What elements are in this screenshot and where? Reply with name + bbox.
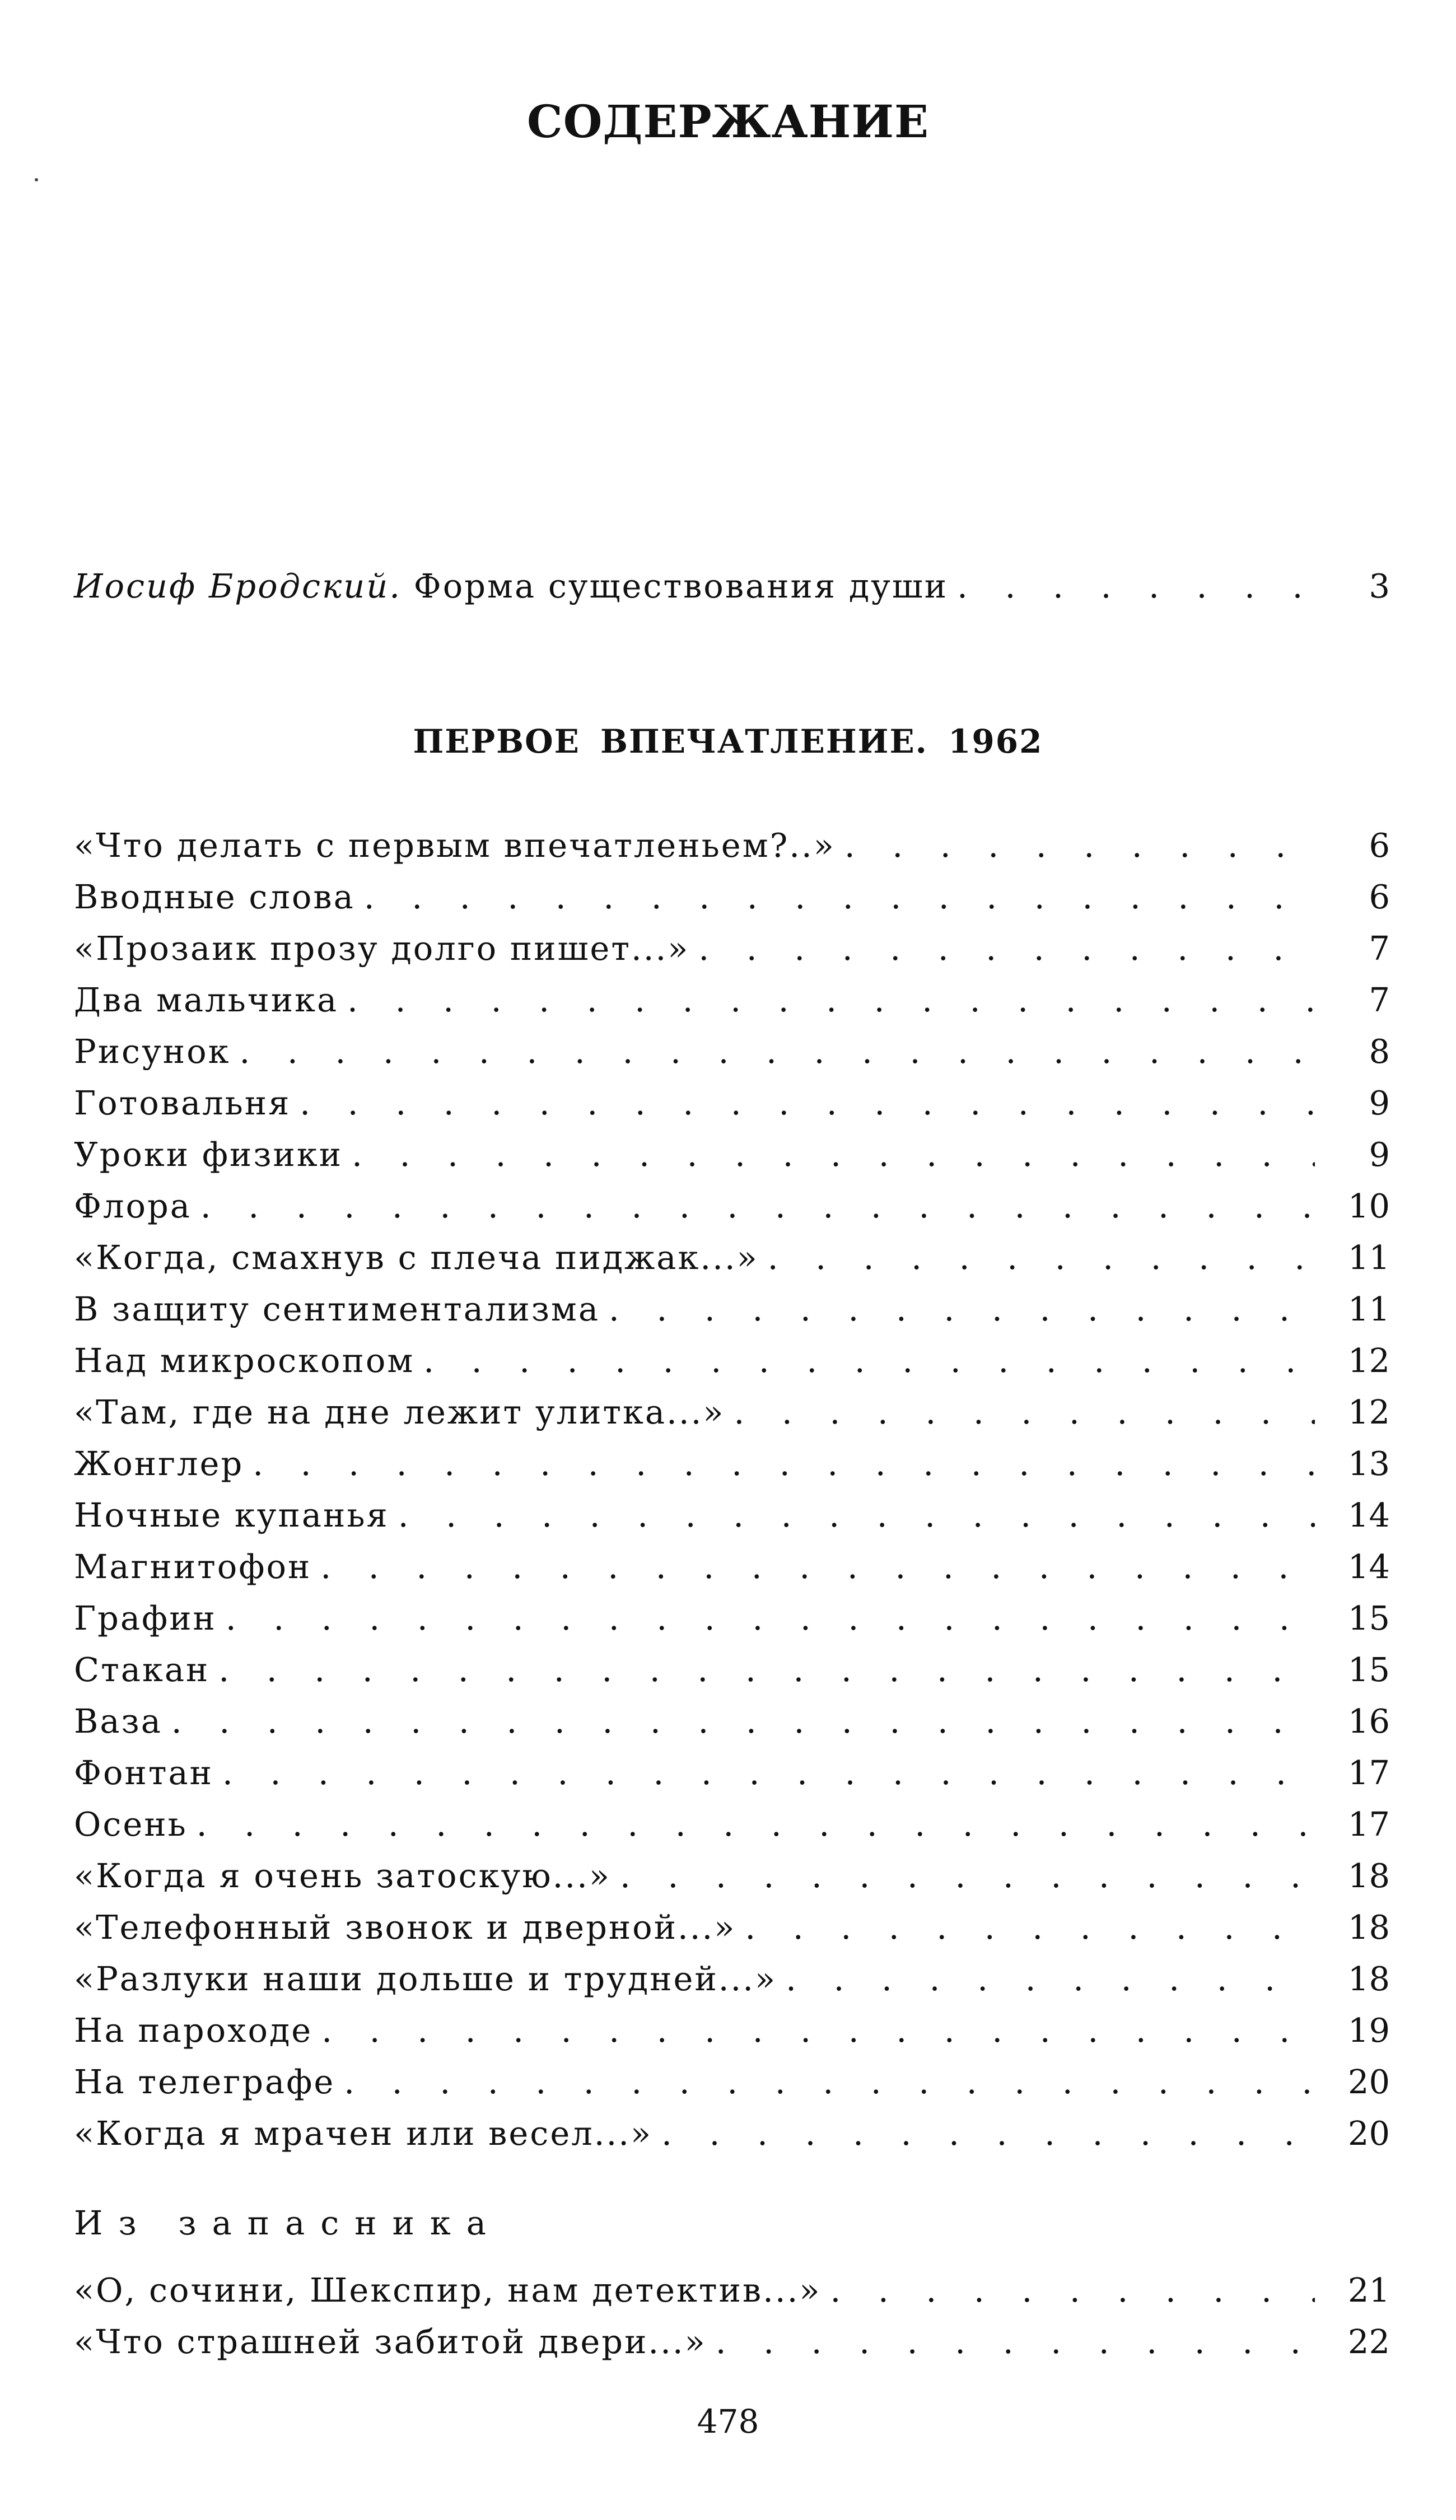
toc-entry[interactable] — [74, 1650, 1390, 1702]
dot-leader — [423, 1341, 1315, 1380]
page-number: 10 — [1347, 1187, 1390, 1225]
toc-entry[interactable] — [74, 1187, 1390, 1238]
dot-leader — [957, 567, 1315, 605]
toc-entry[interactable] — [74, 1856, 1390, 1908]
dot-leader — [661, 2114, 1315, 2153]
page-number: 13 — [1347, 1444, 1390, 1483]
dot-leader — [844, 826, 1315, 865]
toc-entry[interactable] — [74, 1393, 1390, 1444]
page-number: 6 — [1369, 878, 1390, 916]
toc-entry[interactable] — [74, 1599, 1390, 1650]
toc-entry[interactable] — [74, 1702, 1390, 1753]
entry-title: Уроки физики — [74, 1135, 343, 1174]
toc-entry[interactable] — [74, 2271, 1390, 2322]
dot-leader — [698, 929, 1315, 968]
toc-entry[interactable] — [74, 1135, 1390, 1187]
toc-entry[interactable] — [74, 2062, 1390, 2114]
page-number: 20 — [1347, 2114, 1390, 2153]
entry-title: «Разлуки наши дольше и трудней...» — [74, 1959, 777, 1998]
page-number: 8 — [1369, 1032, 1390, 1071]
toc-entry[interactable] — [74, 1444, 1390, 1496]
dot-leader — [352, 1135, 1315, 1174]
dot-leader — [222, 1753, 1315, 1792]
page-number: 14 — [1347, 1547, 1390, 1586]
toc-entry[interactable] — [74, 2322, 1390, 2374]
page-number: 7 — [1369, 929, 1390, 968]
page-number: 9 — [1369, 1135, 1390, 1174]
entry-title: «Когда я очень затоскую...» — [74, 1856, 611, 1895]
page-number: 9 — [1369, 1084, 1390, 1122]
entry-title: Стакан — [74, 1650, 210, 1689]
toc-entry[interactable] — [74, 1496, 1390, 1547]
dot-leader — [620, 1856, 1315, 1895]
page-number: 11 — [1347, 1238, 1390, 1277]
page-number: 17 — [1347, 1805, 1390, 1844]
entry-title: «Когда, смахнув с плеча пиджак...» — [74, 1238, 759, 1277]
dot-leader — [830, 2271, 1315, 2309]
dot-leader — [320, 1547, 1315, 1586]
toc-entry-preface[interactable] — [74, 567, 1390, 618]
page-number: 11 — [1347, 1290, 1390, 1328]
page-number: 18 — [1347, 1908, 1390, 1947]
page-number: 22 — [1347, 2322, 1390, 2361]
subsection-heading: Из запасника — [74, 2204, 502, 2242]
page-number: 15 — [1347, 1650, 1390, 1689]
page-number: 15 — [1347, 1599, 1390, 1637]
toc-entry[interactable] — [74, 1959, 1390, 2011]
entry-title: Графин — [74, 1599, 217, 1637]
page-number: 3 — [1369, 567, 1390, 605]
toc-entry[interactable] — [74, 2114, 1390, 2166]
entry-title — [74, 567, 948, 605]
dot-leader — [344, 2062, 1315, 2101]
page-number: 20 — [1347, 2062, 1390, 2101]
page-number: 12 — [1347, 1393, 1390, 1431]
page-number: 6 — [1369, 826, 1390, 865]
entry-title: «Прозаик прозу долго пишет...» — [74, 929, 690, 968]
dot-leader — [716, 2322, 1315, 2361]
dot-leader — [734, 1393, 1315, 1431]
toc-entry[interactable] — [74, 1290, 1390, 1341]
entry-title: В защиту сентиментализма — [74, 1290, 600, 1328]
entry-title: Флора — [74, 1187, 192, 1225]
toc-entry[interactable] — [74, 1238, 1390, 1290]
page-title: СОДЕРЖАНИЕ — [527, 95, 929, 148]
page-number: 14 — [1347, 1496, 1390, 1534]
entry-title: Осень — [74, 1805, 188, 1844]
page-folio: 478 — [697, 2402, 759, 2440]
page-number: 17 — [1347, 1753, 1390, 1792]
toc-entry[interactable] — [74, 1805, 1390, 1856]
entry-title: «О, сочини, Шекспир, нам детектив...» — [74, 2271, 822, 2309]
entry-title: Два мальчика — [74, 981, 339, 1019]
entry-title: Ночные купанья — [74, 1496, 389, 1534]
page-number: 18 — [1347, 1959, 1390, 1998]
page-number: 18 — [1347, 1856, 1390, 1895]
dot-leader — [745, 1908, 1315, 1947]
entry-title: Жонглер — [74, 1444, 244, 1483]
entry-title: Вводные слова — [74, 878, 355, 916]
dot-leader — [197, 1805, 1315, 1844]
dot-leader — [253, 1444, 1315, 1483]
toc-entry[interactable] — [74, 1084, 1390, 1135]
entry-title: «Телефонный звонок и дверной...» — [74, 1908, 736, 1947]
toc-entry[interactable] — [74, 1908, 1390, 1959]
entry-title: «Там, где на дне лежит улитка...» — [74, 1393, 725, 1431]
page-number: 7 — [1369, 981, 1390, 1019]
entry-title: Фонтан — [74, 1753, 213, 1792]
dot-leader — [226, 1599, 1315, 1637]
dot-leader — [200, 1187, 1315, 1225]
dot-leader — [398, 1496, 1315, 1534]
dot-leader — [768, 1238, 1315, 1277]
entry-title-text: Форма существования души — [402, 567, 949, 605]
entry-title: Ваза — [74, 1702, 162, 1740]
entry-title: Рисунок — [74, 1032, 231, 1071]
dot-leader — [321, 2011, 1315, 2050]
dot-leader — [218, 1650, 1315, 1689]
toc-entry[interactable] — [74, 1341, 1390, 1393]
entry-title: «Что страшней забитой двери...» — [74, 2322, 707, 2361]
entry-title: На телеграфе — [74, 2062, 335, 2101]
entry-title: На пароходе — [74, 2011, 313, 2050]
dot-leader — [300, 1084, 1315, 1122]
section-heading: ПЕРВОЕ ВПЕЧАТЛЕНИЕ. 1962 — [413, 722, 1043, 760]
toc-entry[interactable] — [74, 929, 1390, 981]
toc-entry[interactable] — [74, 1753, 1390, 1805]
dot-leader — [609, 1290, 1315, 1328]
dot-leader — [171, 1702, 1315, 1740]
dot-leader — [240, 1032, 1315, 1071]
print-speck — [35, 178, 38, 181]
toc-entry[interactable] — [74, 826, 1390, 878]
dot-leader — [364, 878, 1315, 916]
entry-title: Магнитофон — [74, 1547, 312, 1586]
page-number: 12 — [1347, 1341, 1390, 1380]
page-number: 21 — [1347, 2271, 1390, 2309]
entry-title: «Что делать с первым впечатленьем?..» — [74, 826, 836, 865]
toc-entry[interactable] — [74, 2011, 1390, 2062]
toc-entry[interactable] — [74, 878, 1390, 929]
entry-title: Над микроскопом — [74, 1341, 415, 1380]
dot-leader — [786, 1959, 1315, 1998]
toc-entry[interactable] — [74, 1547, 1390, 1599]
entry-author: Иосиф Бродский. — [74, 567, 402, 605]
page-number: 19 — [1347, 2011, 1390, 2050]
toc-entry[interactable] — [74, 1032, 1390, 1084]
toc-entry[interactable] — [74, 981, 1390, 1032]
entry-title: Готовальня — [74, 1084, 291, 1122]
dot-leader — [347, 981, 1315, 1019]
page-number: 16 — [1347, 1702, 1390, 1740]
entry-title: «Когда я мрачен или весел...» — [74, 2114, 653, 2153]
